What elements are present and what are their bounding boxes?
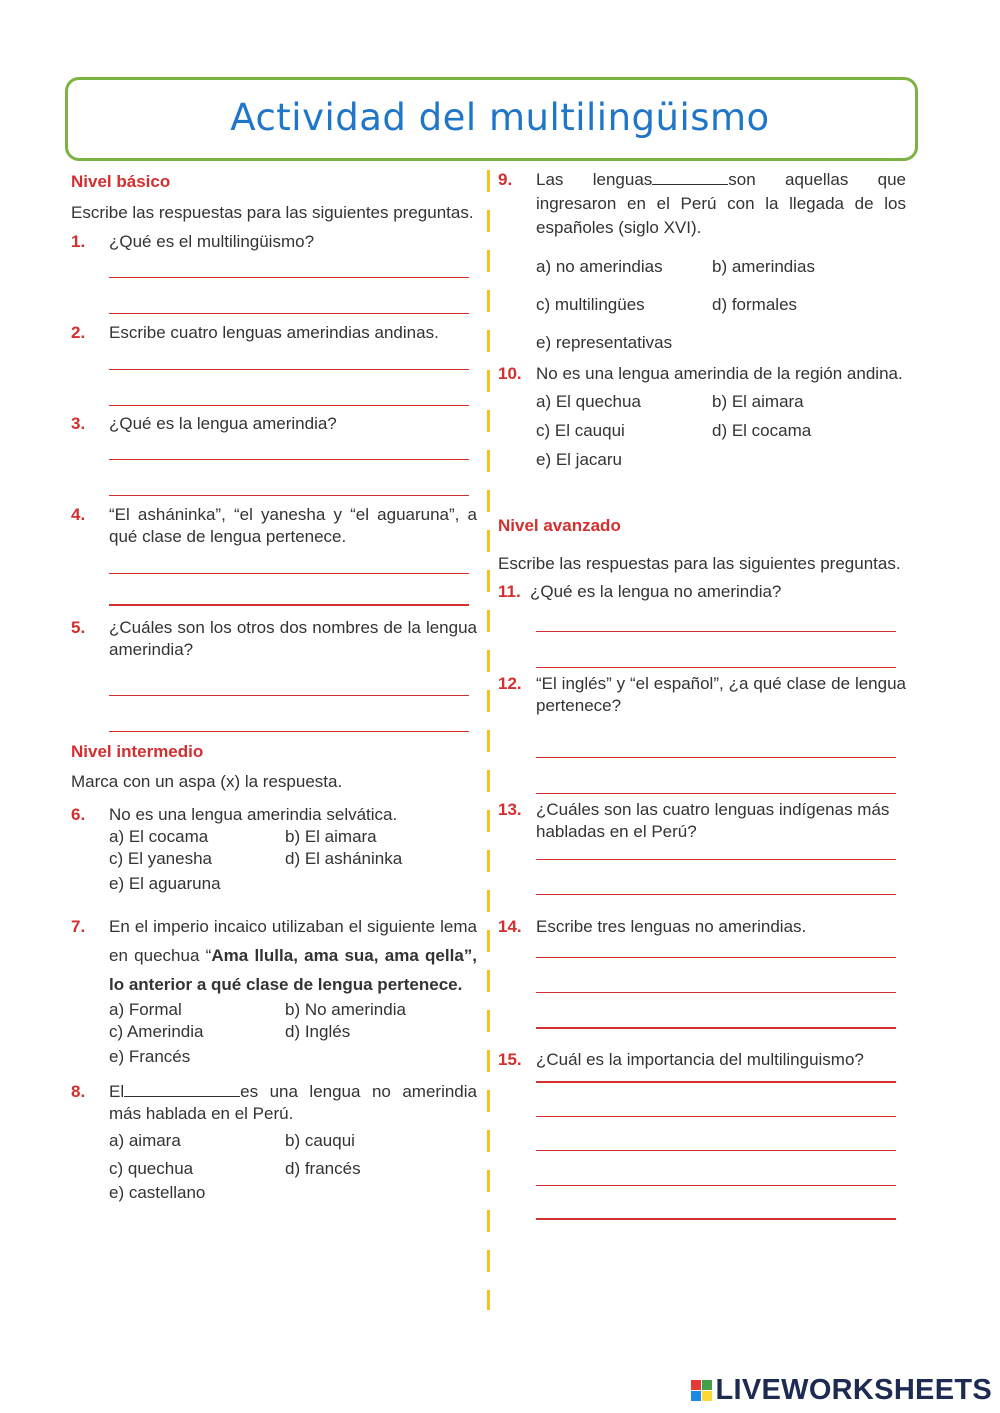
options: [536, 391, 923, 471]
question-number: 14.: [498, 917, 522, 936]
intermediate-instruction: Marca con un aspa (x) la respuesta.: [71, 772, 343, 791]
options: [536, 256, 923, 354]
option-c[interactable]: c) El cauqui: [536, 421, 625, 440]
liveworksheets-logo-icon: [691, 1380, 712, 1401]
answer-line[interactable]: [536, 1027, 896, 1029]
question-number: 13.: [498, 800, 522, 819]
answer-line[interactable]: [536, 957, 896, 958]
question-2: [71, 322, 477, 344]
question-4: [71, 504, 477, 548]
option-c[interactable]: c) quechua: [109, 1159, 194, 1178]
question-10: [498, 363, 906, 385]
option-b[interactable]: b) No amerindia: [285, 1000, 406, 1019]
fill-in-blank[interactable]: [124, 1096, 240, 1097]
basic-level-heading: Nivel básico: [71, 172, 171, 191]
question-9: [498, 168, 906, 240]
answer-line[interactable]: [536, 631, 896, 632]
question-3: [71, 413, 477, 435]
option-b[interactable]: b) amerindias: [712, 257, 815, 276]
answer-line[interactable]: [536, 1185, 896, 1186]
left-column: [71, 168, 477, 1204]
question-5: [71, 617, 477, 661]
question-number: 10.: [498, 364, 522, 383]
intermediate-level-heading: Nivel intermedio: [71, 742, 204, 761]
question-text: “El asháninka”, “el yanesha y “el aguaruna”, a qué clase de lengua pertenece.: [109, 505, 477, 546]
question-number: 15.: [498, 1050, 522, 1069]
question-text: [109, 1081, 477, 1125]
answer-line[interactable]: [536, 1081, 896, 1083]
liveworksheets-logo: [691, 1374, 993, 1407]
answer-line[interactable]: [536, 894, 896, 895]
answer-line[interactable]: [109, 313, 469, 314]
question-text: No es una lengua amerindia selvática.: [109, 805, 398, 824]
logo-text: LIVEWORKSHEETS: [715, 1374, 992, 1406]
question-text: “El inglés” y “el español”, ¿a qué clase de lengua pertenece?: [536, 674, 906, 715]
question-1: [71, 231, 477, 253]
option-e[interactable]: e) representativas: [536, 333, 673, 352]
question-text-pre: Las lenguas: [536, 170, 653, 189]
option-e[interactable]: e) Francés: [109, 1047, 191, 1066]
question-text: ¿Qué es la lengua amerindia?: [109, 414, 337, 433]
option-b[interactable]: b) El aimara: [712, 392, 804, 411]
option-d[interactable]: d) El cocama: [712, 421, 812, 440]
option-a[interactable]: a) no amerindias: [536, 257, 663, 276]
question-text: [536, 168, 906, 240]
right-column: [498, 168, 923, 1220]
answer-line[interactable]: [109, 459, 469, 460]
question-text: ¿Cuál es la importancia del multilinguismo?: [536, 1050, 864, 1069]
answer-line[interactable]: [109, 495, 469, 496]
question-text-post: son aquellas que ingresaron en el Perú con la llegada de los españoles (siglo XVI).: [536, 170, 907, 237]
option-a[interactable]: a) aimara: [109, 1131, 181, 1150]
advanced-instruction: Escribe las respuestas para las siguientes preguntas.: [498, 554, 901, 573]
answer-line[interactable]: [109, 573, 469, 574]
option-e[interactable]: e) El jacaru: [536, 450, 622, 469]
question-7: [71, 912, 477, 999]
question-text: No es una lengua amerindia de la región andina.: [536, 364, 903, 383]
option-b[interactable]: b) cauqui: [285, 1131, 355, 1150]
column-divider: [487, 170, 490, 1310]
basic-instruction: Escribe las respuestas para las siguientes preguntas.: [71, 203, 474, 222]
options: [109, 999, 477, 1068]
question-text: ¿Cuáles son los otros dos nombres de la lengua amerindia?: [109, 618, 477, 659]
question-text-pre: El: [109, 1082, 125, 1101]
answer-line[interactable]: [536, 859, 896, 860]
advanced-level-heading: Nivel avanzado: [498, 516, 621, 535]
question-number: 7.: [71, 917, 86, 936]
option-d[interactable]: d) El asháninka: [285, 849, 403, 868]
answer-line[interactable]: [536, 667, 896, 668]
option-b[interactable]: b) El aimara: [285, 827, 377, 846]
question-text-post: es una lengua no amerindia más hablada en el Perú.: [109, 1082, 477, 1123]
question-text: Escribe cuatro lenguas amerindias andinas.: [109, 323, 439, 342]
answer-line[interactable]: [109, 405, 469, 406]
answer-line[interactable]: [109, 604, 469, 606]
fill-in-blank[interactable]: [652, 184, 728, 185]
page-title: Actividad del multilingüismo: [230, 96, 770, 139]
answer-line[interactable]: [536, 1150, 896, 1151]
option-a[interactable]: a) El quechua: [536, 392, 641, 411]
answer-line[interactable]: [109, 695, 469, 696]
question-12: [498, 673, 906, 717]
answer-line[interactable]: [109, 277, 469, 278]
answer-line[interactable]: [109, 731, 469, 732]
question-8: [71, 1081, 477, 1125]
question-text: ¿Qué es el multilingüismo?: [109, 232, 315, 251]
question-number: 3.: [71, 414, 86, 433]
question-text-start: En el imperio incaico utilizaban el siguiente lema en quechua “: [109, 917, 477, 965]
options: [109, 826, 477, 895]
answer-line[interactable]: [536, 793, 896, 794]
question-number: 12.: [498, 674, 522, 693]
answer-line[interactable]: [536, 992, 896, 993]
option-d[interactable]: d) formales: [712, 295, 798, 314]
answer-line[interactable]: [536, 1116, 896, 1117]
option-c[interactable]: c) multilingües: [536, 295, 645, 314]
answer-line[interactable]: [536, 757, 896, 758]
question-13: [498, 799, 923, 843]
option-e[interactable]: e) El aguaruna: [109, 874, 221, 893]
question-number: 11.: [498, 582, 521, 601]
answer-line[interactable]: [536, 1218, 896, 1220]
question-number: 2.: [71, 323, 86, 342]
option-a[interactable]: a) Formal: [109, 1000, 182, 1019]
option-c[interactable]: c) Amerindia: [109, 1022, 204, 1041]
option-d[interactable]: d) Inglés: [285, 1022, 351, 1041]
question-number: 9.: [498, 170, 513, 189]
quechua-motto: Ama llulla, ama sua, ama qella”, lo anterior a qué clase de lengua pertenece.: [109, 946, 478, 994]
question-15: [498, 1049, 923, 1071]
question-number: 6.: [71, 805, 86, 824]
option-e[interactable]: e) castellano: [109, 1183, 206, 1202]
question-text: Escribe tres lenguas no amerindias.: [536, 917, 807, 936]
question-number: 1.: [71, 232, 86, 251]
question-6: [71, 804, 477, 826]
question-text: [109, 912, 477, 999]
option-c[interactable]: c) El yanesha: [109, 849, 212, 868]
options: [109, 1130, 477, 1204]
question-number: 4.: [71, 505, 86, 524]
option-a[interactable]: a) El cocama: [109, 827, 209, 846]
question-11: [498, 581, 923, 603]
question-text: ¿Cuáles son las cuatro lenguas indígenas más habladas en el Perú?: [536, 800, 890, 841]
question-text: ¿Qué es la lengua no amerindia?: [530, 582, 782, 601]
answer-line[interactable]: [109, 369, 469, 370]
option-d[interactable]: d) francés: [285, 1159, 361, 1178]
question-number: 8.: [71, 1082, 86, 1101]
question-number: 5.: [71, 618, 86, 637]
question-14: [498, 916, 923, 938]
